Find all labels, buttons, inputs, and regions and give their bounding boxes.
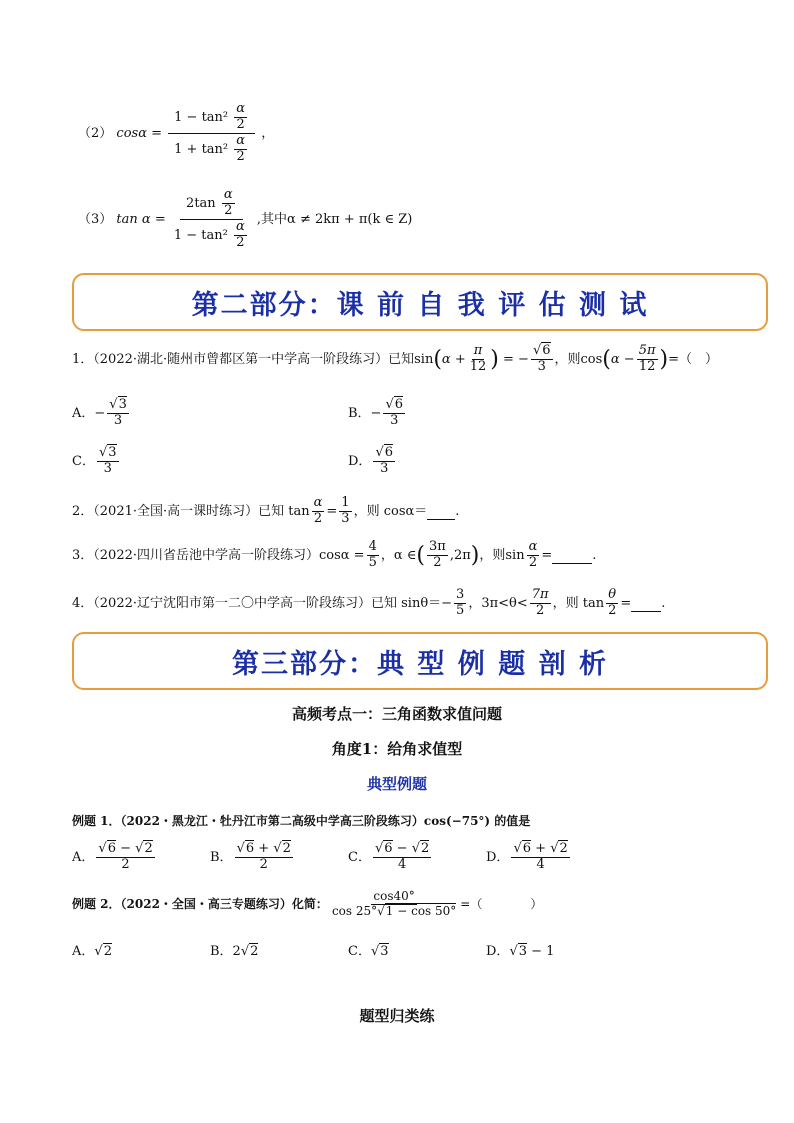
formula-2-fraction bbox=[168, 102, 255, 165]
option-den: 3 bbox=[390, 412, 399, 428]
option-den: 3 bbox=[103, 460, 112, 476]
q2-alpha: α bbox=[313, 495, 323, 510]
q1-option-c[interactable]: C． $\frac{√3}{3}$ bbox=[72, 445, 117, 476]
question-4-stem: 4．（2022·辽宁沈阳市第一二〇中学高一阶段练习）已知 sinθ＝− bbox=[72, 595, 453, 611]
den: 4 bbox=[536, 856, 545, 872]
ex2-option-a[interactable]: A．√2 bbox=[72, 944, 112, 959]
ex2-option-c[interactable]: C．√3 bbox=[348, 944, 389, 959]
ex2-option-b[interactable]: B．2√2 bbox=[210, 944, 259, 959]
q2-one: 1 bbox=[341, 495, 350, 510]
q1-fivepi: 5π bbox=[638, 343, 656, 358]
q3-alpha: α bbox=[528, 539, 538, 554]
formula-2 bbox=[78, 102, 274, 165]
example-2: 例题 2．（2022・全国・高三专题练习）化简： $\frac{\cos 40^\circ}{\cos 25^\circ√1 - \cos 50^\circ}$ =（ ） bbox=[72, 889, 543, 918]
q1-option-b[interactable]: B．− $\frac{√6}{3}$ bbox=[348, 397, 404, 428]
option-value: 6 bbox=[394, 397, 404, 412]
formula-2-tail: ， bbox=[261, 125, 275, 141]
option-label: C． bbox=[348, 849, 371, 865]
option-label: C． bbox=[348, 944, 371, 959]
q3-four: 4 bbox=[368, 539, 377, 554]
q1-pi: π bbox=[473, 343, 483, 358]
q4-tail: ，则 tan bbox=[552, 595, 605, 611]
option-den: 3 bbox=[380, 460, 389, 476]
formula-3 bbox=[78, 188, 412, 251]
question-3: 3．（2022·四川省岳池中学高一阶段练习）cosα = $\frac{4}{5}$ ，α ∈( $\frac{3\pi}{2}$ ,2π)，则sin $\frac{\alpha}{2}$ = . bbox=[72, 539, 597, 570]
op: − bbox=[115, 841, 136, 856]
q2-eq: = bbox=[326, 503, 338, 519]
formula-3-tail: ,其中α ≠ 2kπ + π(k ∈ Z) bbox=[256, 211, 413, 227]
half-alpha-den: 2 bbox=[236, 234, 245, 250]
q2-tail: ，则 cosα＝ bbox=[353, 503, 428, 519]
num-six: 6 bbox=[245, 841, 255, 856]
question-2-stem: 2．（2021·全国·高一课时练习）已知 tan bbox=[72, 503, 310, 519]
q4-three: 3 bbox=[456, 587, 465, 602]
ex2-den1: cos 25° bbox=[331, 903, 378, 918]
option-value: 3 bbox=[118, 397, 127, 412]
half-alpha-num: α bbox=[223, 187, 233, 202]
ex1-option-a[interactable]: A． $\frac{√6 - √2}{2}$ bbox=[72, 841, 153, 872]
half-alpha-num: α bbox=[236, 101, 246, 116]
option-label: D． bbox=[486, 849, 510, 865]
formula-3-numerator: 2tan bbox=[186, 195, 216, 211]
q3-end: . bbox=[592, 547, 597, 563]
q3-five: 5 bbox=[368, 554, 377, 570]
formula-2-numerator: 1 − tan² bbox=[174, 109, 229, 125]
question-1-stem: 1．（2022·湖北·随州市曾都区第一中学高一阶段练习）已知sin bbox=[72, 351, 434, 367]
num-six: 6 bbox=[384, 841, 393, 856]
q1-three: 3 bbox=[537, 358, 546, 374]
option-label: A．− bbox=[72, 405, 106, 421]
option-label: C． bbox=[72, 453, 95, 469]
example-2-stem: 例题 2．（2022・全国・高三专题练习）化简： bbox=[72, 896, 328, 911]
q1-arg1: α + bbox=[441, 351, 466, 367]
half-alpha-num: α bbox=[236, 132, 246, 148]
option-value: 2 bbox=[250, 944, 259, 959]
num-six: 6 bbox=[522, 841, 532, 856]
op: + bbox=[531, 841, 551, 856]
question-3-stem: 3．（2022·四川省岳池中学高一阶段练习）cosα = bbox=[72, 547, 365, 563]
q3-half-den: 2 bbox=[528, 554, 538, 570]
formula-2-lhs: cosα = bbox=[116, 125, 163, 141]
half-alpha-den: 2 bbox=[236, 148, 245, 164]
option-label: B．2 bbox=[210, 944, 241, 959]
formula-3-lhs: tan α = bbox=[116, 211, 166, 227]
half-alpha-num: α bbox=[236, 218, 245, 234]
answer-blank[interactable] bbox=[552, 548, 592, 564]
answer-blank[interactable] bbox=[631, 596, 661, 612]
q4-sevenpi: 7π bbox=[531, 587, 549, 602]
option-value: 6 bbox=[384, 445, 394, 460]
ex1-option-c[interactable]: C． $\frac{√6 - √2}{4}$ bbox=[348, 841, 430, 872]
op: + bbox=[254, 841, 274, 856]
q3-range-end: ,2π bbox=[449, 547, 471, 563]
num-two: 2 bbox=[559, 841, 568, 856]
formula-3-denominator: 1 − tan² bbox=[173, 227, 228, 243]
ex1-option-b[interactable]: B． $\frac{√6 + √2}{2}$ bbox=[210, 841, 291, 872]
formula-3-fraction bbox=[172, 188, 251, 251]
q1-mid: ，则cos bbox=[554, 351, 603, 367]
q4-theta: θ bbox=[608, 587, 617, 602]
q3-mid1: ，α ∈ bbox=[380, 547, 417, 563]
q3-eq: = bbox=[541, 547, 553, 563]
q3-threepi: 3π bbox=[429, 539, 446, 554]
q4-five: 5 bbox=[456, 602, 465, 618]
option-label: B． bbox=[210, 849, 233, 865]
q1-arg2: α − bbox=[610, 351, 635, 367]
option-value: 3 bbox=[518, 944, 528, 959]
q1-tail: =（ ） bbox=[668, 351, 719, 367]
section-2-title: 第二部分：课 前 自 我 评 估 测 试 bbox=[191, 289, 649, 321]
num-two: 2 bbox=[282, 841, 291, 856]
formula-2-denominator: 1 + tan² bbox=[174, 141, 229, 157]
answer-blank[interactable] bbox=[427, 504, 455, 520]
section-3-title: 第三部分：典 型 例 题 剖 析 bbox=[232, 648, 608, 680]
option-value: 3 bbox=[108, 445, 117, 460]
ex1-option-d[interactable]: D． $\frac{√6 + √2}{4}$ bbox=[486, 841, 568, 872]
den: 2 bbox=[121, 856, 130, 872]
half-alpha-den: 2 bbox=[236, 116, 245, 132]
q1-option-d[interactable]: D． $\frac{√6}{3}$ bbox=[348, 445, 394, 476]
q1-twelve: 12 bbox=[469, 358, 487, 374]
den: 2 bbox=[259, 856, 268, 872]
op: − bbox=[392, 841, 412, 856]
q2-three: 3 bbox=[341, 510, 350, 526]
option-tail: − 1 bbox=[527, 944, 555, 959]
formula-2-label: （2） bbox=[78, 125, 113, 141]
q1-twelve-2: 12 bbox=[638, 358, 656, 374]
q1-option-a[interactable]: A．− $\frac{√3}{3}$ bbox=[72, 397, 127, 428]
half-alpha-den: 2 bbox=[224, 202, 233, 218]
num-two: 2 bbox=[421, 841, 430, 856]
q3-mid2: ，则sin bbox=[479, 547, 525, 563]
option-label: B．− bbox=[348, 405, 382, 421]
q1-sqrt6: 6 bbox=[542, 343, 551, 358]
heading-typical: 典型例题 bbox=[366, 775, 427, 793]
q4-mid: ，3π<θ< bbox=[468, 595, 528, 611]
heading-topic: 高频考点一：三角函数求值问题 bbox=[291, 705, 502, 723]
ex2-tail: =（ ） bbox=[460, 896, 543, 911]
q4-two: 2 bbox=[536, 602, 545, 618]
question-2 bbox=[72, 496, 459, 527]
ex2-den-sqrt: 1 − cos 50° bbox=[385, 903, 457, 918]
heading-angle: 角度1：给角求值型 bbox=[331, 740, 463, 758]
heading-practice: 题型归类练 bbox=[359, 1007, 435, 1025]
section-3-banner bbox=[72, 632, 768, 690]
ex2-num: cos40° bbox=[373, 889, 415, 903]
option-label: A． bbox=[72, 849, 95, 865]
question-1: 1．（2022·湖北·随州市曾都区第一中学高一阶段练习）已知sin(α + $\frac{\pi}{12}$ ) = − $\frac{√6}{3}$ ，则cos(α − $\frac{5\pi}{12}$ )=（ ） bbox=[72, 343, 719, 374]
q3-two: 2 bbox=[433, 554, 442, 570]
q2-end: . bbox=[455, 503, 460, 519]
den: 4 bbox=[397, 856, 407, 872]
section-2-banner bbox=[72, 273, 768, 331]
q4-end: . bbox=[661, 595, 666, 611]
num-two: 2 bbox=[144, 841, 153, 856]
option-label: D． bbox=[486, 944, 510, 959]
num-six: 6 bbox=[107, 841, 116, 856]
question-4: 4．（2022·辽宁沈阳市第一二〇中学高一阶段练习）已知 sinθ＝− $\frac{3}{5}$ ，3π<θ< $\frac{7\pi}{2}$ ，则 tan $\frac{\theta}{2}$ = . bbox=[72, 587, 666, 618]
option-value: 2 bbox=[103, 944, 112, 959]
option-den: 3 bbox=[113, 412, 123, 428]
example-1-stem: 例题 1．（2022・黑龙江・牡丹江市第二高级中学高三阶段练习）cos(−75°) 的值是 bbox=[72, 814, 531, 828]
q1-eq: = − bbox=[503, 351, 529, 367]
ex2-option-d[interactable]: D．√3 − 1 bbox=[486, 944, 555, 959]
option-value: 3 bbox=[380, 944, 389, 959]
q2-two: 2 bbox=[313, 510, 323, 526]
option-label: A． bbox=[72, 944, 95, 959]
formula-3-label: （3） bbox=[78, 211, 113, 227]
q4-two-2: 2 bbox=[608, 602, 617, 618]
option-label: D． bbox=[348, 453, 372, 469]
